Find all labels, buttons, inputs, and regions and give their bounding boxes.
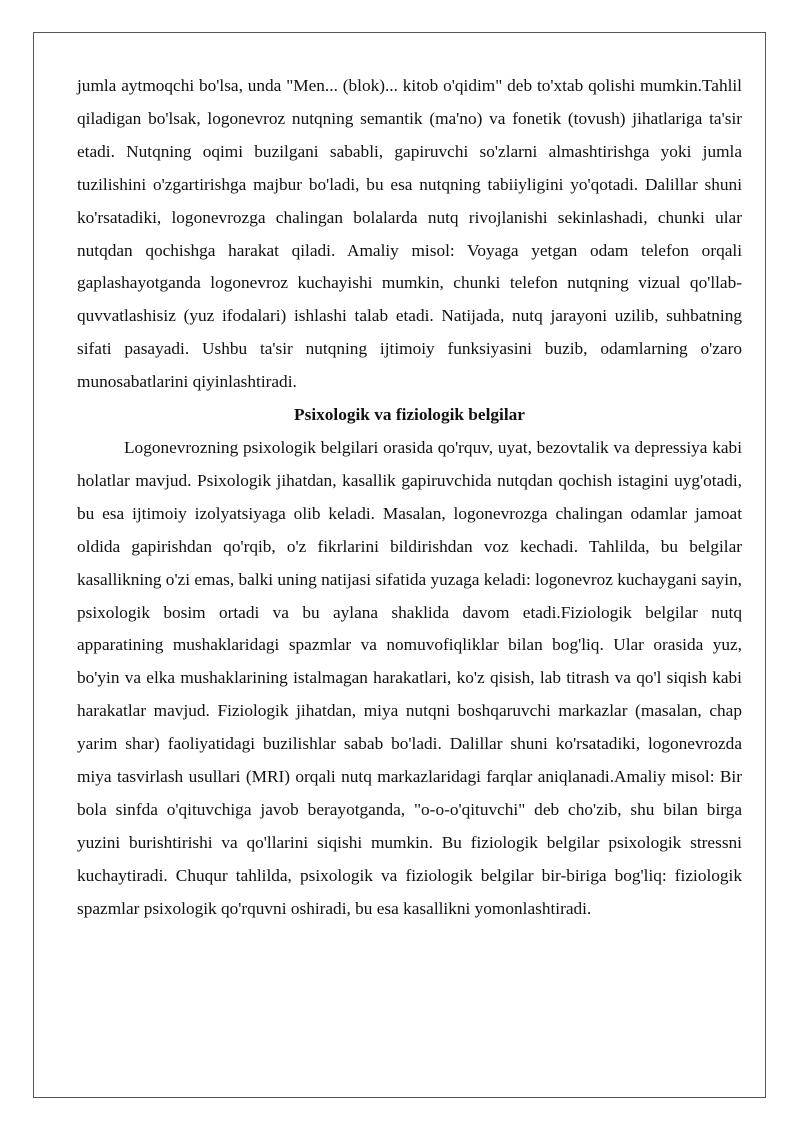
document-body [77,70,742,926]
paragraph-symptoms: Logonevrozning psixologik belgilari orasida qo'rquv, uyat, bezovtalik va depressiya kabi holatlar mavjud. Psixologik jihatdan, kasallik gapiruvchida nutqdan qochish istagini uyg'otadi, bu esa ijtimoiy izolyatsiyaga olib keladi. Masalan, logonevrozga chalingan odamlar jamoat oldida gapirishdan qo'rqib, o'z fikrlarini bildirishdan voz kechadi. Tahlilda, bu belgilar kasallikning o'zi emas, balki uning natijasi sifatida yuzaga keladi: logonevroz kuchaygani sayin, psixologik bosim ortadi va bu aylana shaklida davom etadi.Fiziologik belgilar nutq apparatining mushaklaridagi spazmlar va nomuvofiqliklar bilan bog'liq. Ular orasida yuz, bo'yin va elka mushaklarining istalmagan harakatlari, ko'z qisish, lab titrash va qo'l siqish kabi harakatlar mavjud. Fiziologik jihatdan, miya nutqni boshqaruvchi markazlar (masalan, chap yarim shar) faoliyatidagi buzilishlar sabab bo'ladi. Dalillar shuni ko'rsatadiki, logonevrozda miya tasvirlash usullari (MRI) orqali nutq markazlaridagi farqlar aniqlanadi.Amaliy misol: Bir bola sinfda o'qituvchiga javob berayotganda, "o-o-o'qituvchi" deb cho'zib, shu bilan birga yuzini burishtirishi va qo'llarini siqishi mumkin. Bu fiziologik belgilar psixologik stressni kuchaytiradi. Chuqur tahlilda, psixologik va fiziologik belgilar bir-biriga bog'liq: fiziologik spazmlar psixologik qo'rquvni oshiradi, bu esa kasallikni yomonlashtiradi. [77,437,742,918]
section-heading: Psixologik va fiziologik belgilar [294,405,525,425]
paragraph-continuation: jumla aytmoqchi bo'lsa, unda "Men... (blok)... kitob o'qidim" deb to'xtab qolishi mumkin.Tahlil qiladigan bo'lsak, logonevroz nutqning semantik (ma'no) va fonetik (tovush) jihatlariga ta'sir etadi. Nutqning oqimi buzilgani sababli, gapiruvchi so'zlarni almashtirishga yoki jumla tuzilishini o'zgartirishga majbur bo'ladi, bu esa nutqning tabiiyligini yo'qotadi. Dalillar shuni ko'rsatadiki, logonevrozga chalingan bolalarda nutq rivojlanishi sekinlashadi, chunki ular nutqdan qochishga harakat qiladi. Amaliy misol: Voyaga yetgan odam telefon orqali gaplashayotganda logonevroz kuchayishi mumkin, chunki telefon nutqning vizual qo'llab-quvvatlashisiz (yuz ifodalari) ishlashi talab etadi. Natijada, nutq jarayoni uzilib, suhbatning sifati pasayadi. Ushbu ta'sir nutqning ijtimoiy funksiyasini buzib, odamlarning o'zaro munosabatlarini qiyinlashtiradi. [77,76,742,392]
